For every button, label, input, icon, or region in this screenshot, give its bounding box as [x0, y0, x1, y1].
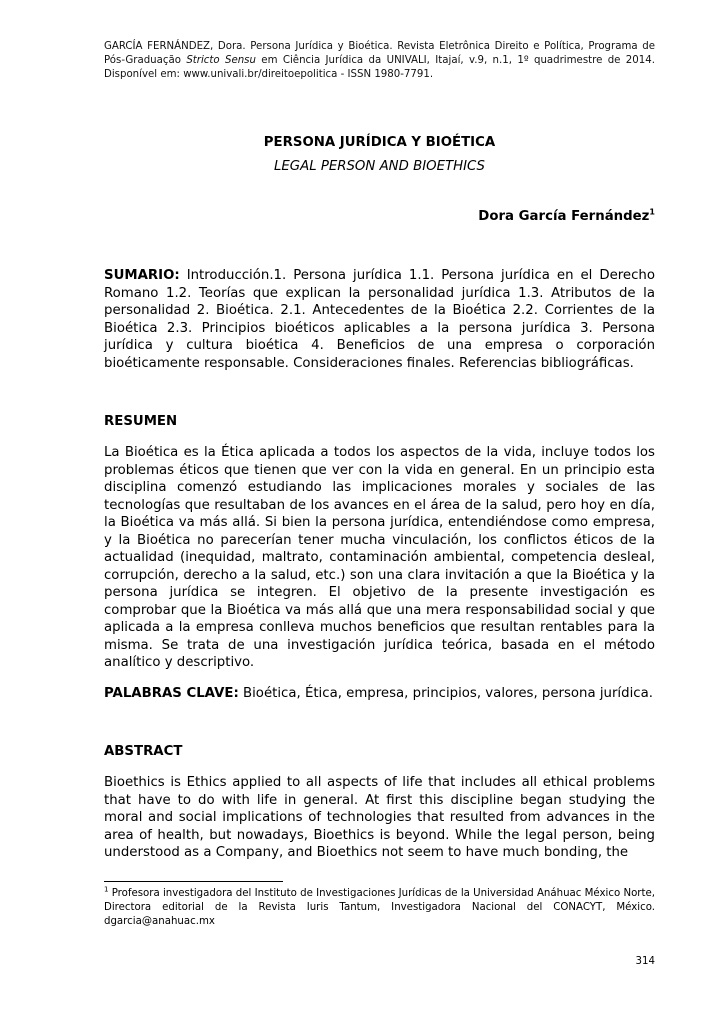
summary-section — [104, 267, 655, 372]
citation-text-end: em Ciência Jurídica da UNIVALI, Itajaí, v.9, n.1, 1º quadrimestre de 2014. Disponível em: www.univali.br/direitoepolitica - ISSN 1980-7791. — [104, 55, 655, 80]
keywords-text: Bioética, Ética, empresa, principios, valores, persona jurídica. — [238, 685, 653, 701]
header-citation — [104, 40, 655, 82]
summary-label: SUMARIO: — [104, 268, 180, 283]
abstract-text: Bioethics is Ethics applied to all aspects of life that includes all ethical problems that have to do with life in general. At first this discipline began studying the moral and social implications of technologies that resulted from advances in the area of health, but nowadays, Bioethics is beyond. While the legal person, being understood as a Company, and Bioethics not seem to have much bonding, the — [104, 775, 655, 860]
author-name: Dora García Fernández — [478, 209, 650, 224]
keywords — [104, 685, 655, 703]
paper-subtitle: LEGAL PERSON AND BIOETHICS — [273, 159, 486, 174]
resumen-heading: RESUMEN — [104, 414, 178, 429]
footnote-marker: 1 — [104, 885, 109, 894]
page-number: 314 — [635, 956, 655, 967]
footnote — [104, 887, 655, 929]
footnote-divider — [104, 881, 283, 882]
resumen-text: La Bioética es la Ética aplicada a todos los aspectos de la vida, incluye todos los problemas éticos que tienen que ver con la vida en general. En un principio esta disciplina comenzó estudiando las implicaciones morales y sociales de las tecnologías que resultaban de los avances en el área de la salud, pero hoy en día, la Bioética va más allá. Si bien la persona jurídica, entendiéndose como empresa, y la Bioética no parecerían tener mucha vinculación, los conflictos éticos de la actualidad (inequidad, maltrato, contaminación ambiental, competencia desleal, corrupción, derecho a la salud, etc.) son una clara invitación a que la Bioética y la persona jurídica se integren. El objetivo de la presente investigación es comprobar que la Bioética va más allá que una mera responsabilidad social y que aplicada a la empresa conlleva muchos beneficios que resultan rentables para la misma. Se trata de una investigación jurídica teórica, basada en el método analítico y descriptivo. — [104, 445, 655, 670]
author-footnote-marker: 1 — [649, 207, 655, 217]
author — [104, 208, 655, 226]
citation-text: GARCÍA FERNÁNDEZ, Dora. Persona Jurídica y Bioética. Revista Eletrônica Direito e Política, Programa de Pós-Graduação — [104, 41, 655, 66]
summary-text: Introducción.1. Persona jurídica 1.1. Persona jurídica en el Derecho Romano 1.2. Teorías que explican la personalidad jurídica 1.3. Atributos de la personalidad 2. Bioética. 2.1. Antecedentes de la Bioética 2.2. Corrientes de la Bioética 2.3. Principios bioéticos aplicables a la persona jurídica 3. Persona jurídica y cultura bioética 4. Beneficios de una empresa o corporación bioéticamente responsable. Consideraciones finales. Referencias bibliográficas. — [104, 268, 655, 371]
abstract-heading: ABSTRACT — [104, 744, 183, 759]
paper-title: PERSONA JURÍDICA Y BIOÉTICA — [263, 135, 496, 150]
footnote-text: Profesora investigadora del Instituto de Investigaciones Jurídicas de la Universidad Anáhuac México Norte, Directora editorial de la Revista Iuris Tantum, Investigadora Nacional del CONACYT, México. dgarcia@anahuac.mx — [104, 888, 655, 927]
page-body — [104, 40, 655, 862]
citation-italic: Stricto Sensu — [186, 55, 256, 66]
keywords-label: PALABRAS CLAVE: — [104, 685, 239, 701]
